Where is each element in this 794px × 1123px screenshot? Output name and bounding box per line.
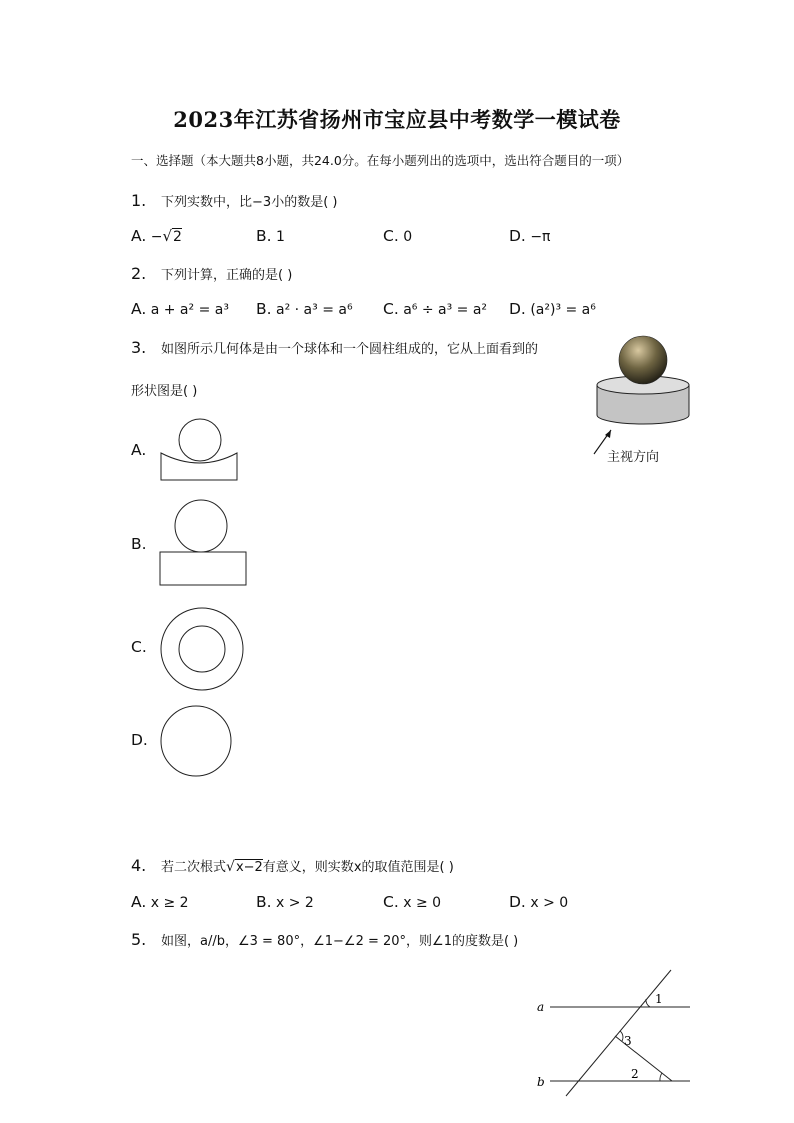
q4-option-a: A. x ≥ 2 [131,893,189,911]
q3-option-d-label: D. [131,731,148,749]
q3-option-b-label: B. [131,535,147,553]
label-b: b [537,1075,545,1089]
question-number: 2. [131,264,147,283]
q4-option-c: C. x ≥ 0 [383,893,442,911]
question-value: −3 [252,195,272,210]
question-3 [131,338,538,357]
q2-option-b: B. a² · a³ = a⁶ [256,300,353,318]
q1-option-a: A. −√2 [131,227,182,245]
label-angle2: 2 [631,1067,639,1081]
question-2 [131,264,292,283]
q3-option-c-figure [155,603,250,695]
page-title: 2023年江苏省扬州市宝应县中考数学一模试卷 [173,107,621,132]
q2-option-d: D. (a²)³ = a⁶ [509,300,596,318]
question-4: 4. 若二次根式√x−2有意义，则实数x的取值范围是( ) [131,856,454,875]
question-text: 下列计算，正确的是( ) [161,268,293,283]
q4-option-b: B. x > 2 [256,893,314,911]
label-a: a [537,1000,545,1014]
question-number: 5. [131,930,147,949]
angle3-arc [620,1031,623,1041]
angle2-arc [660,1073,662,1081]
question-text: 如图所示几何体是由一个球体和一个圆柱组成的，它从上面看到的 [161,342,539,357]
question-number: 4. [131,856,147,875]
q2-option-a: A. a + a² = a³ [131,300,229,318]
q5-parallel-lines-figure [530,965,700,1100]
question-text-end: 小的数是( ) [271,195,338,210]
q1-option-b: B. 1 [256,227,285,245]
q2-option-c: C. a⁶ ÷ a³ = a² [383,300,488,318]
question-number: 1. [131,191,147,210]
view-direction-caption: 主视方向 [607,450,660,465]
q3-option-a-figure [155,414,245,484]
label-angle3: 3 [624,1034,632,1048]
q3-option-d-figure [155,702,237,782]
q1-option-d: D. −π [509,227,551,245]
question-1 [131,191,337,210]
q3-option-c-label: C. [131,638,147,656]
question-text: 下列实数中，比 [161,195,253,210]
section-heading: 一、选择题（本大题共8小题，共24.0分。在每小题列出的选项中，选出符合题目的一项） [131,153,630,168]
radicand: 2 [173,229,182,245]
q3-option-a-label: A. [131,441,147,459]
q3-option-b-figure [155,497,250,589]
question-3-line2: 形状图是( ) [131,384,198,399]
angle1-arc [646,999,650,1007]
q4-option-d: D. x > 0 [509,893,569,911]
question-5 [131,930,518,949]
question-number: 3. [131,338,147,357]
label-angle1: 1 [655,992,663,1006]
question-text: 如图，a//b，∠3 = 80°，∠1−∠2 = 20°，则∠1的度数是( ) [161,934,519,949]
sphere [619,336,667,384]
radicand: x−2 [235,860,263,875]
transversal [566,970,671,1096]
q1-option-c: C. 0 [383,227,413,245]
